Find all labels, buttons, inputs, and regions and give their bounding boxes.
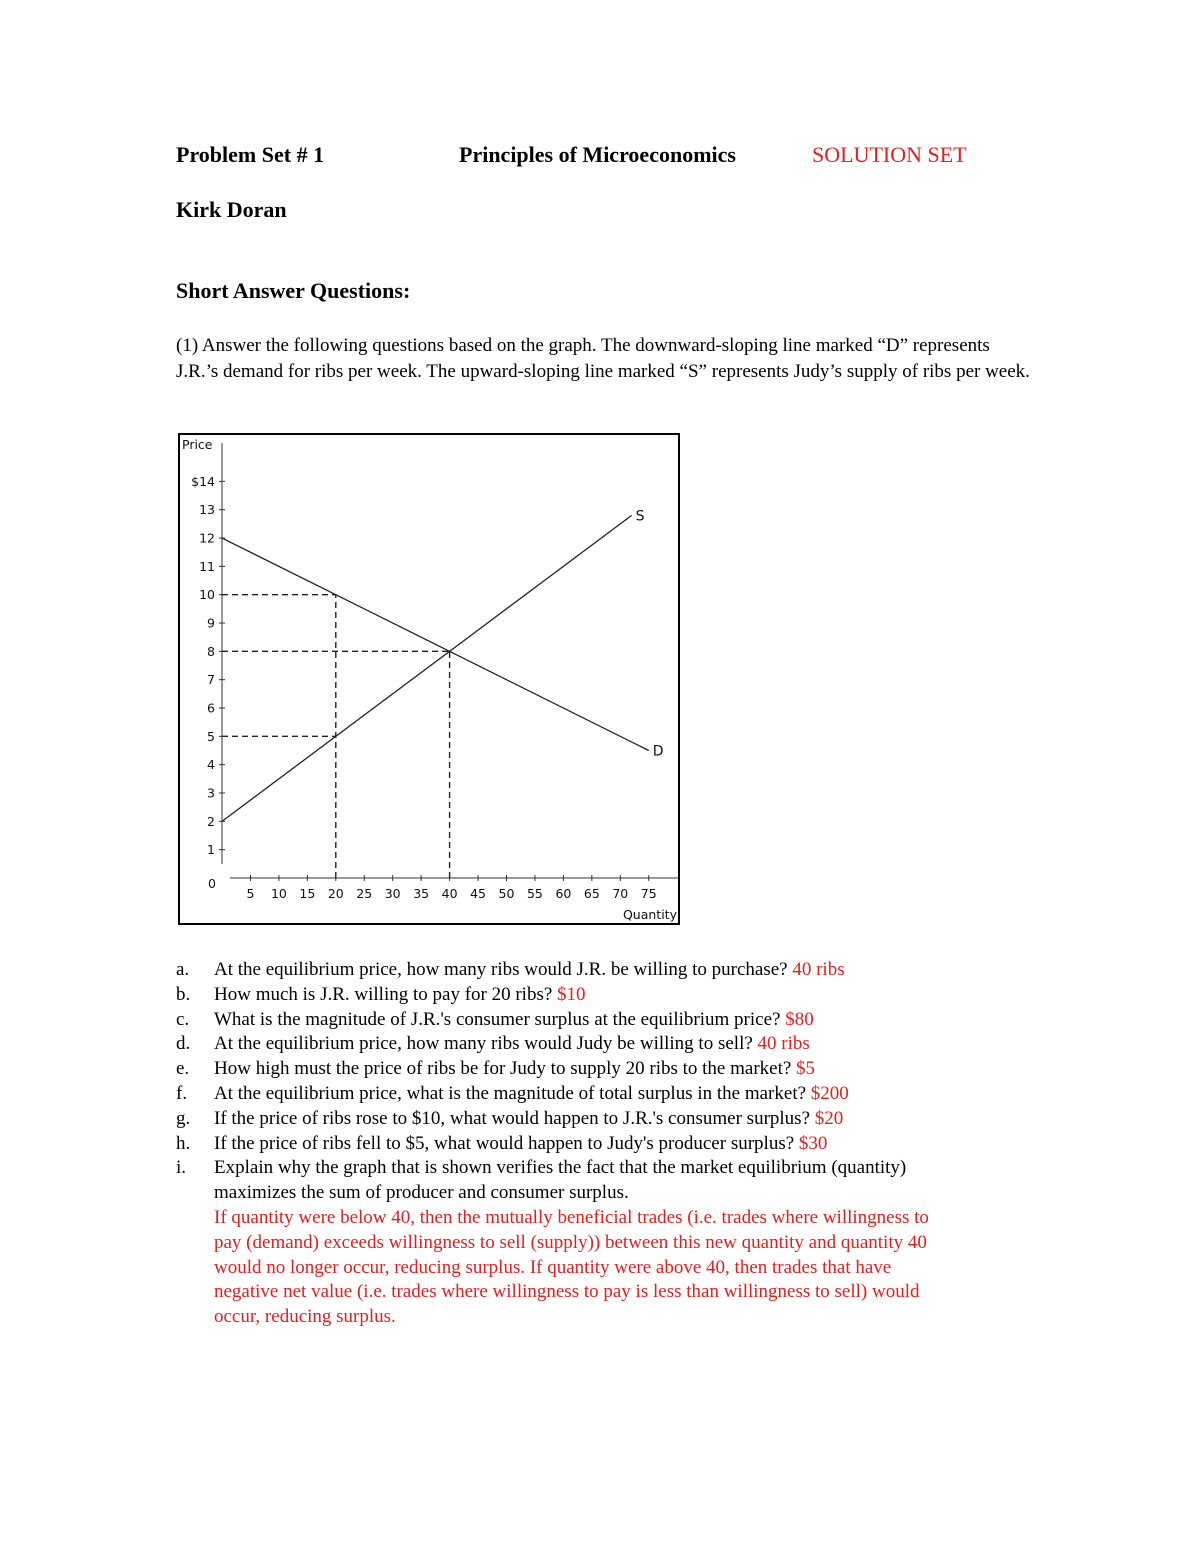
x-tick-label: 75 [640,886,657,901]
question-letter: g. [176,1107,191,1129]
x-tick-label: 50 [498,886,515,901]
y-axis-title: Price [182,437,213,452]
series-line-d [222,538,649,750]
question-text: How much is J.R. willing to pay for 20 ribs? [214,983,553,1005]
list-item [176,958,996,983]
question-text: If the price of ribs rose to $10, what would happen to J.R.'s consumer surplus? [214,1107,811,1129]
question-answer: 40 ribs [792,959,845,980]
x-tick-label: 25 [356,886,373,901]
x-axis-title: Quantity [622,907,677,922]
question-intro: (1) Answer the following questions based on the graph. The downward-sloping line marked “D” represents J.R.’s demand for ribs per week. The upward-sloping line marked “S” represents Judy’s supply of ribs per week. [176,335,1030,382]
question-answer: $80 [785,1008,814,1030]
question-answer: If quantity were below 40, then the mutually beneficial trades (i.e. trades where willingness to pay (demand) exceeds willingness to sell (supply)) between this new quantity and quantity 40 would no longer occur, reducing surplus. If quantity were above 40, then trades that have negative net value (i.e. trades where willingness to pay is less than willingness to sell) would occur, reducing surplus. [214,1206,929,1328]
question-text: At the equilibrium price, what is the magnitude of total surplus in the market? [214,1082,807,1104]
list-item [176,1107,996,1132]
x-tick-label: 45 [470,886,487,901]
question-answer: 40 ribs [757,1033,810,1055]
supply-demand-chart [178,433,680,925]
y-tick-label: 9 [207,615,215,631]
y-tick-label: 11 [199,558,215,574]
x-tick-label: 10 [270,886,287,901]
question-answer: $200 [810,1082,849,1104]
y-tick-label: 5 [207,728,215,744]
y-tick-label: 1 [207,842,215,858]
question-text: What is the magnitude of J.R.'s consumer surplus at the equilibrium price? [214,1008,781,1030]
x-tick-label: 55 [526,886,543,901]
x-tick-label: 20 [327,886,344,901]
series-label-d: D [652,743,664,760]
list-item [176,1057,996,1082]
x-tick-label: 70 [612,886,629,901]
author-name: Kirk Doran [176,197,287,222]
question-letter: c. [176,1008,190,1030]
problem-set-title: Problem Set # 1 [176,142,325,167]
question-text: At the equilibrium price, how many ribs would Judy be willing to sell? [214,1033,753,1055]
x-tick-label: 40 [441,886,458,901]
x-tick-label: 60 [555,886,572,901]
question-letter: a. [176,959,190,980]
course-title: Principles of Microeconomics [459,142,736,167]
question-letter: e. [176,1058,190,1080]
question-letter: f. [176,1082,188,1104]
chart-canvas [180,435,678,923]
list-item [176,1032,996,1057]
y-tick-label: 13 [199,502,215,518]
question-letter: i. [176,1157,187,1179]
list-item [176,1008,996,1033]
y-tick-label: 2 [207,813,215,829]
question-text: Explain why the graph that is shown verifies the fact that the market equilibrium (quantity) maximizes the sum of producer and consumer surplus. [214,1157,907,1204]
question-answer: $30 [798,1132,828,1154]
section-title: Short Answer Questions: [176,278,411,303]
question-text: If the price of ribs fell to $5, what would happen to Judy's producer surplus? [214,1132,795,1154]
series-line-s [222,515,632,821]
x-tick-label: 5 [246,886,255,901]
y-tick-label: 3 [207,785,215,801]
y-tick-label: $14 [191,473,215,489]
solution-set-label: SOLUTION SET [812,142,967,167]
question-answer: $20 [814,1107,844,1129]
y-tick-label: 12 [199,530,215,546]
list-item [176,1082,996,1107]
x-tick-label: 30 [384,886,401,901]
x-tick-label: 65 [583,886,600,901]
question-text: How high must the price of ribs be for Judy to supply 20 ribs to the market? [214,1058,792,1080]
question-letter: h. [176,1132,191,1154]
x-tick-label: 35 [413,886,430,901]
y-tick-label: 4 [207,757,215,773]
x-tick-label: 15 [299,886,316,901]
y-tick-label: 8 [207,643,215,659]
question-text: At the equilibrium price, how many ribs would J.R. be willing to purchase? [214,959,788,980]
list-item [176,1132,996,1157]
y-tick-label: 7 [207,672,215,688]
origin-label: 0 [208,876,216,891]
series-label-s: S [635,508,645,525]
question-letter: b. [176,983,191,1005]
question-answer: $5 [796,1058,816,1080]
question-list [176,958,996,1330]
question-answer: $10 [557,983,586,1005]
list-item [176,983,996,1008]
y-tick-label: 6 [207,700,215,716]
question-letter: d. [176,1033,191,1055]
list-item [176,1156,996,1330]
chart-svg [180,435,678,923]
y-tick-label: 10 [199,587,215,603]
